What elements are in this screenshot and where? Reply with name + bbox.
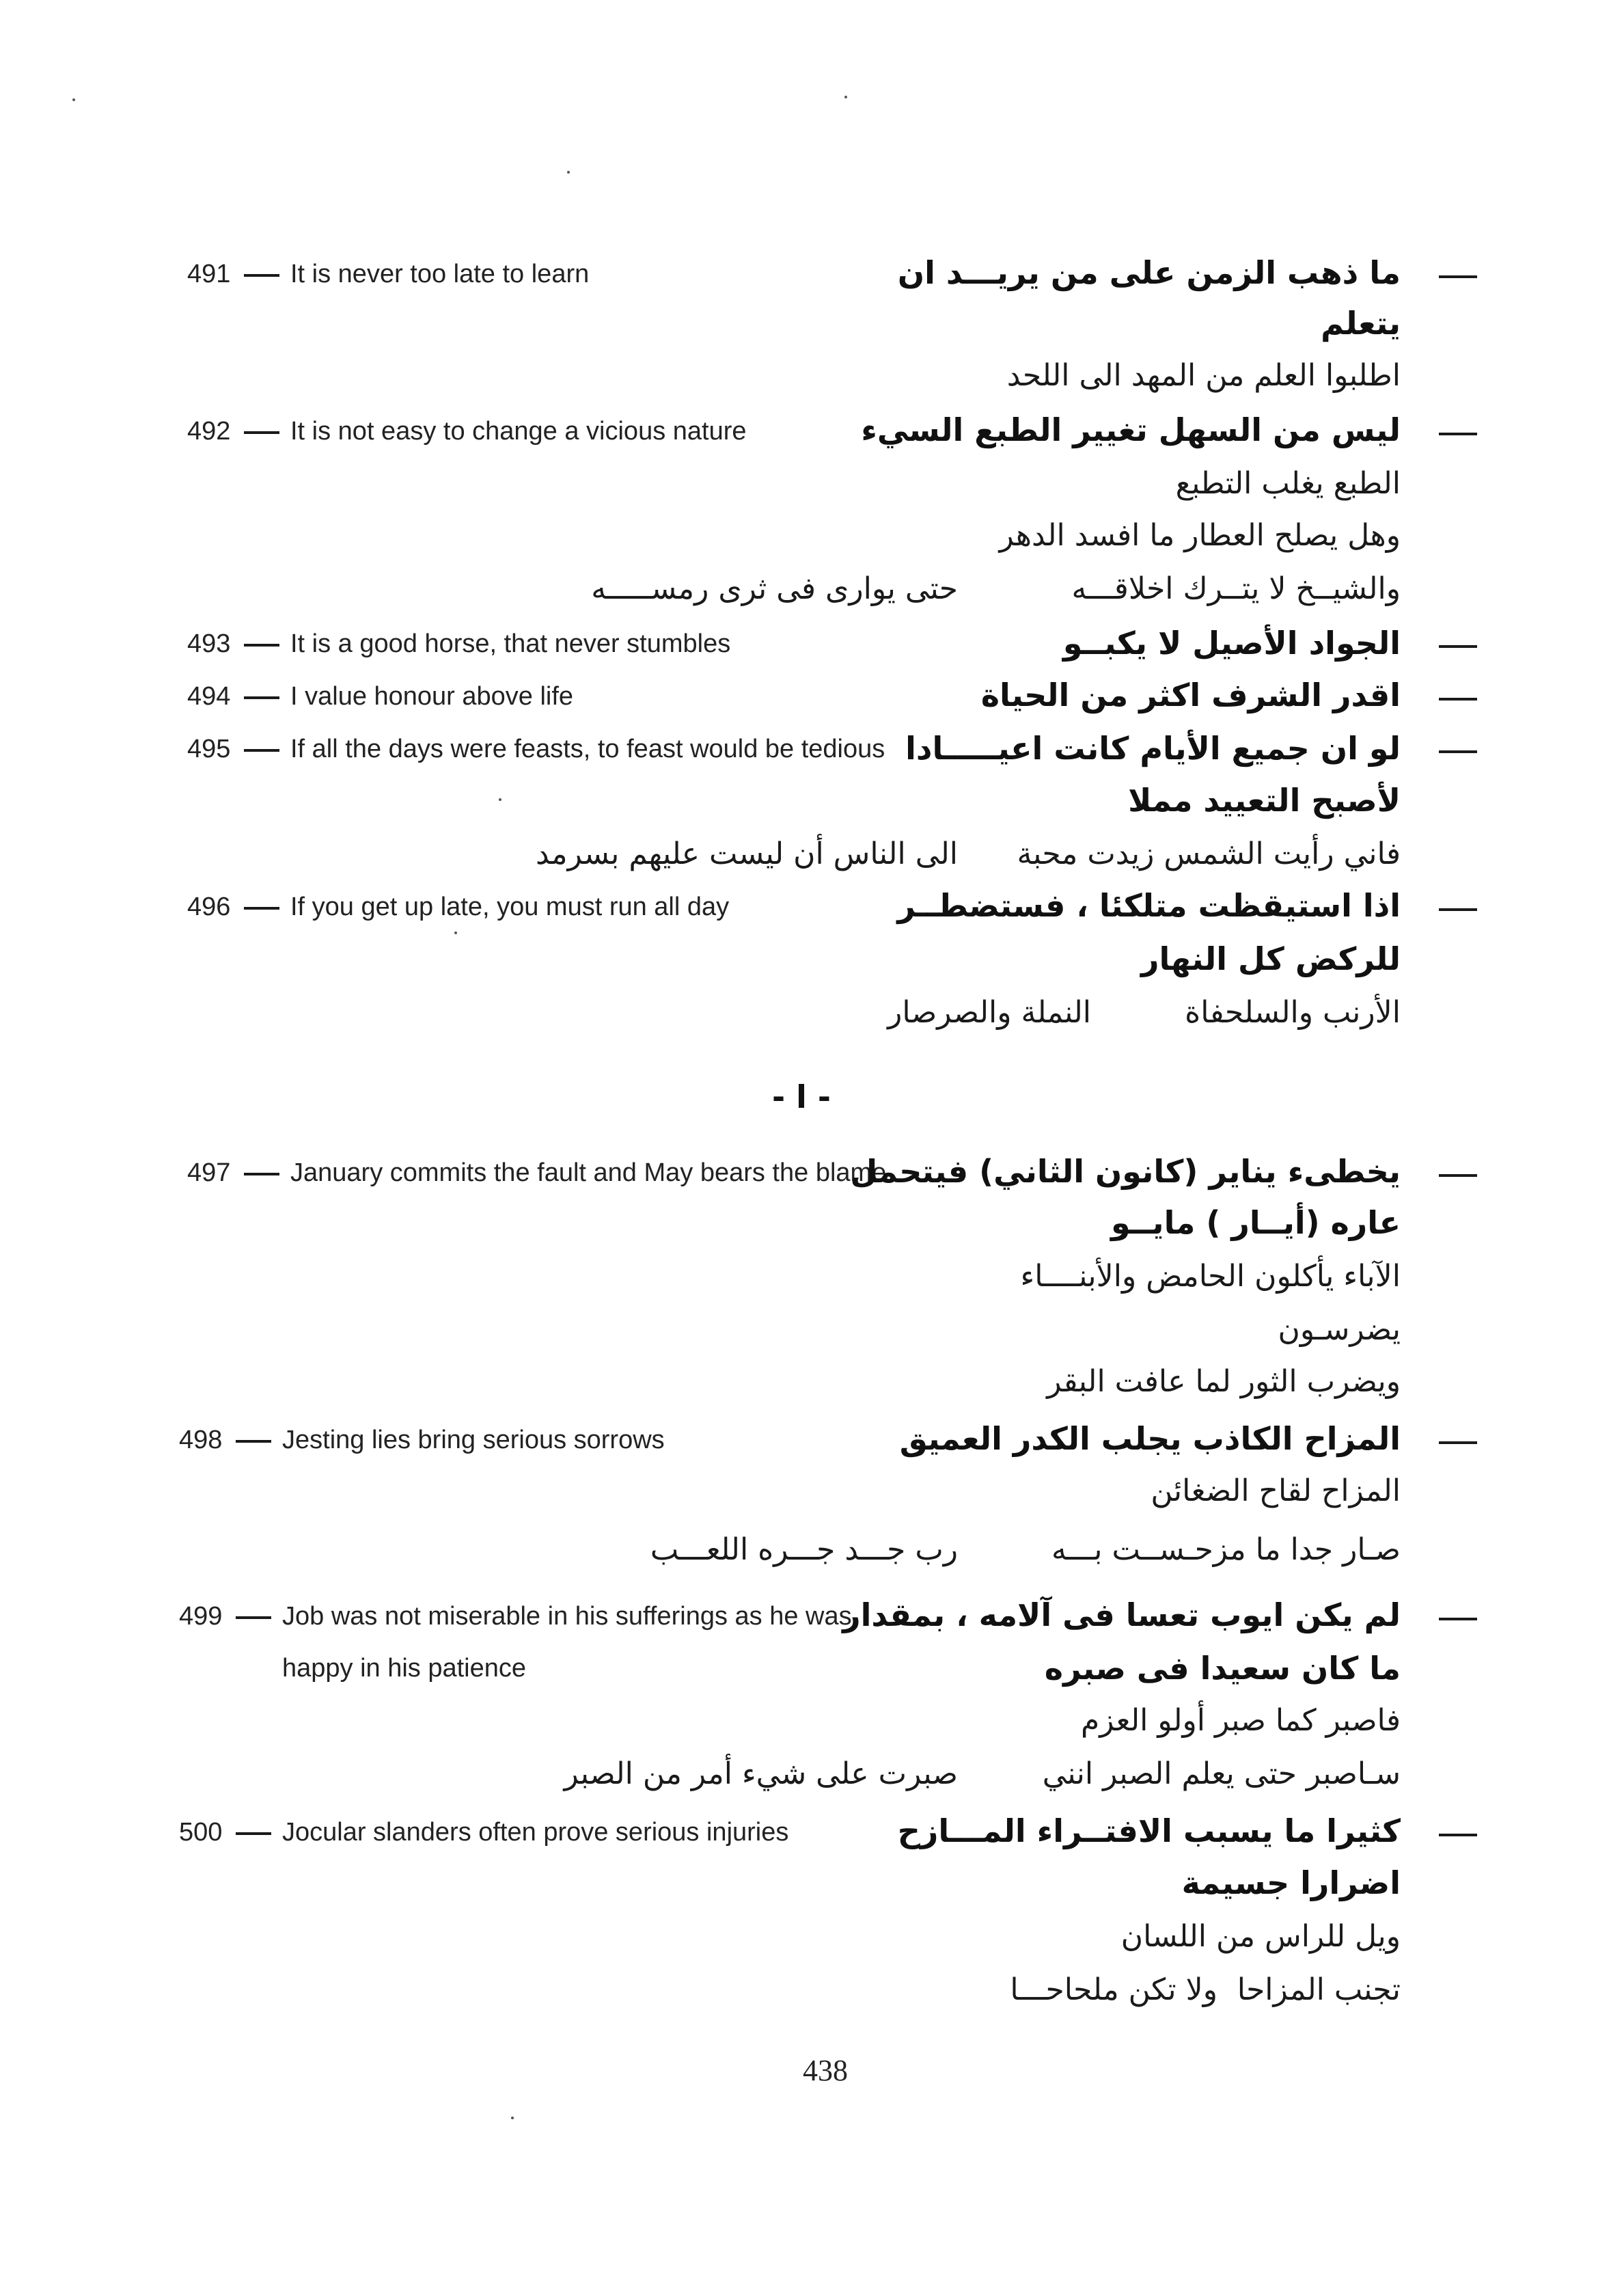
arabic-proverb: المزاح الكاذب يجلب الكدر العميق (899, 1420, 1401, 1457)
arabic-proverb: الجواد الأصيل لا يكبــو (1062, 625, 1401, 662)
em-dash (244, 431, 279, 434)
em-dash (244, 907, 279, 910)
em-dash (244, 749, 279, 752)
arabic-equivalent: وهل يصلح العطار ما افسد الدهر (999, 518, 1401, 553)
scan-speck (72, 98, 75, 101)
english-proverb: It is not easy to change a vicious nature (290, 417, 747, 446)
arabic-verse-first-half: تجنب المزاحا (1237, 1972, 1401, 2007)
arabic-equivalent: فاصبر كما صبر أولو العزم (1081, 1703, 1401, 1738)
arabic-proverb-cont: ما كان سعيدا فى صبره (1044, 1650, 1401, 1687)
arabic-equivalent: الطبع يغلب التطبع (1175, 466, 1401, 501)
arabic-proverb: ما ذهب الزمن على من يريـــد ان (897, 254, 1401, 291)
em-dash (1439, 275, 1477, 278)
arabic-verse-second-half: الى الناس أن ليست عليهم بسرمد (535, 837, 958, 871)
english-proverb: It is never too late to learn (290, 260, 590, 288)
scan-speck (499, 798, 501, 801)
entry-number: 496 (187, 893, 231, 921)
arabic-verse-first-half: والشيــخ لا يتــرك اخلاقـــه (1071, 571, 1401, 606)
scan-speck (511, 2117, 514, 2119)
arabic-proverb: اذا استيقظت متلكئا ، فستضطــر (897, 887, 1401, 924)
arabic-verse-second-half: صبرت على شيء أمر من الصبر (564, 1756, 958, 1791)
arabic-verse-second-half: ولا تكن ملحاحـــا (1010, 1972, 1217, 2007)
em-dash (1439, 1618, 1477, 1620)
entry-number: 495 (187, 735, 231, 763)
arabic-equivalent-cont: يضرسـون (1278, 1312, 1401, 1347)
arabic-proverb-cont: يتعلم (1321, 305, 1401, 342)
english-proverb: Jocular slanders often prove serious injuries (282, 1818, 789, 1847)
em-dash (1439, 433, 1477, 435)
english-proverb: It is a good horse, that never stumbles (290, 629, 731, 658)
arabic-proverb: يخطىء يناير (كانون الثاني) فيتحمل (850, 1153, 1401, 1190)
arabic-proverb: كثيرا ما يسبب الافتــراء المـــازح (897, 1812, 1401, 1849)
entry-number: 499 (179, 1602, 223, 1631)
arabic-proverb: ليس من السهل تغيير الطبع السيء (861, 411, 1401, 448)
scan-speck (567, 171, 570, 174)
arabic-proverb-cont: عاره (أيــار ) مايــو (1111, 1204, 1401, 1241)
arabic-verse-first-half: صـار جدا ما مزحـســت بـــه (1051, 1532, 1401, 1567)
arabic-verse-first-half: سـاصبر حتى يعلم الصبر انني (1042, 1756, 1401, 1791)
section-letter-header: - ا - (772, 1078, 831, 1115)
arabic-equivalent: ويل للراس من اللسان (1120, 1919, 1401, 1954)
entry-number: 491 (187, 260, 231, 288)
arabic-proverb: اقدر الشرف اكثر من الحياة (980, 677, 1401, 713)
arabic-equivalent: المزاح لقاح الضغائن (1151, 1473, 1401, 1508)
arabic-verse-second-half: رب جـــد جـــره اللعـــب (650, 1532, 958, 1567)
em-dash (244, 1173, 279, 1175)
em-dash (1439, 645, 1477, 648)
english-proverb: Jesting lies bring serious sorrows (282, 1426, 665, 1454)
entry-number: 498 (179, 1426, 223, 1454)
em-dash (1439, 1441, 1477, 1444)
english-proverb: If all the days were feasts, to feast would be tedious (290, 735, 885, 763)
arabic-verse-second-half: حتى يوارى فى ثرى رمســـــه (591, 571, 958, 606)
arabic-equivalent: الآباء يأكلون الحامض والأبنــــاء (1020, 1259, 1401, 1294)
page-number: 438 (803, 2054, 848, 2087)
arabic-proverb: لو ان جميع الأيام كانت اعيـــــادا (905, 730, 1401, 767)
english-proverb: January commits the fault and May bears the blame (290, 1158, 887, 1187)
em-dash (1439, 750, 1477, 753)
english-proverb: Job was not miserable in his sufferings as he was (282, 1602, 852, 1631)
english-proverb: If you get up late, you must run all day (290, 893, 730, 921)
arabic-equivalent: ويضرب الثور لما عافت البقر (1047, 1364, 1401, 1399)
entry-number: 497 (187, 1158, 231, 1187)
entry-number: 492 (187, 417, 231, 446)
em-dash (1439, 1834, 1477, 1836)
em-dash (1439, 1174, 1477, 1177)
arabic-proverb-cont: للركض كل النهار (1141, 940, 1401, 977)
em-dash (236, 1440, 271, 1443)
em-dash (244, 696, 279, 699)
arabic-fable-title: النملة والصرصار (887, 995, 1091, 1030)
arabic-verse-first-half: فاني رأيت الشمس زيدت محبة (1017, 837, 1401, 871)
em-dash (1439, 698, 1477, 701)
em-dash (1439, 908, 1477, 911)
em-dash (244, 644, 279, 647)
arabic-fable-title: الأرنب والسلحفاة (1185, 995, 1401, 1030)
arabic-proverb: لم يكن ايوب تعسا فى آلامه ، بمقدار (842, 1596, 1401, 1633)
em-dash (244, 274, 279, 277)
english-proverb-cont: happy in his patience (282, 1654, 527, 1683)
arabic-proverb-cont: اضرارا جسيمة (1181, 1864, 1401, 1901)
entry-number: 494 (187, 682, 231, 711)
scan-speck (454, 932, 457, 934)
entry-number: 500 (179, 1818, 223, 1847)
arabic-equivalent: اطلبوا العلم من المهد الى اللحد (1006, 358, 1401, 393)
entry-number: 493 (187, 629, 231, 658)
em-dash (236, 1832, 271, 1835)
english-proverb: I value honour above life (290, 682, 574, 711)
arabic-proverb-cont: لأصبح التعييد مملا (1128, 782, 1401, 819)
scan-speck (844, 96, 847, 98)
em-dash (236, 1616, 271, 1619)
